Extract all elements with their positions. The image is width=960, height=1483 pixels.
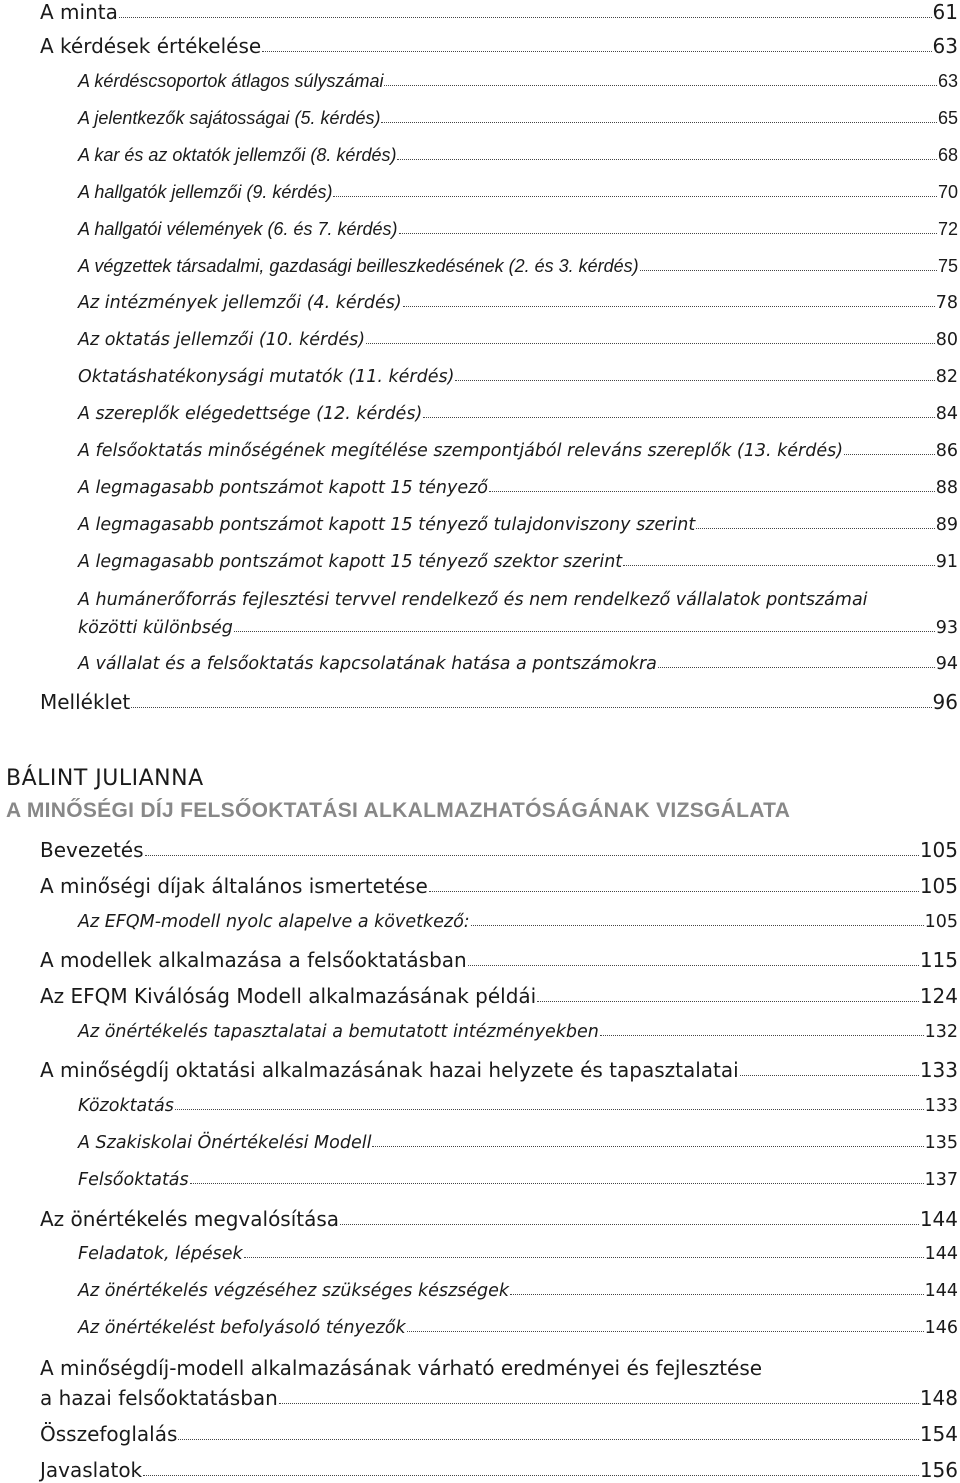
toc-entry-title: Az önértékelés tapasztalatai a bemutatott intézményekben bbox=[78, 1022, 599, 1042]
toc-entry-title: Az önértékelés végzéséhez szükséges készségek bbox=[78, 1281, 510, 1301]
toc-entry-page: 63 bbox=[937, 71, 958, 91]
toc-entry-page: 105 bbox=[919, 874, 958, 898]
dot-leader bbox=[471, 925, 924, 926]
dot-leader bbox=[234, 631, 935, 632]
dot-leader bbox=[381, 122, 936, 123]
toc-entry-page: 133 bbox=[924, 1096, 958, 1116]
toc-entry[interactable] bbox=[78, 256, 958, 277]
toc-entry-title: közötti különbség bbox=[78, 618, 233, 638]
toc-entry-title-line1: A minőségdíj-modell alkalmazásának várható eredményei és fejlesztése bbox=[40, 1356, 763, 1380]
toc-entry-page: 93 bbox=[935, 618, 958, 638]
dot-leader bbox=[244, 1257, 924, 1258]
toc-entry-page: 133 bbox=[919, 1058, 958, 1082]
toc-entry-title: Bevezetés bbox=[40, 838, 144, 862]
dot-leader bbox=[600, 1035, 924, 1036]
toc-entry-page: 91 bbox=[935, 552, 958, 572]
toc-entry[interactable] bbox=[78, 1318, 958, 1338]
toc-entry-title: a hazai felsőoktatásban bbox=[40, 1386, 278, 1410]
dot-leader bbox=[190, 1183, 924, 1184]
toc-entry-title: A legmagasabb pontszámot kapott 15 tényező bbox=[78, 478, 488, 498]
toc-entry[interactable] bbox=[78, 1096, 958, 1116]
dot-leader bbox=[366, 343, 935, 344]
dot-leader bbox=[372, 1146, 923, 1147]
toc-entry[interactable] bbox=[78, 367, 958, 387]
toc-entry[interactable] bbox=[78, 1281, 958, 1301]
toc-entry-title: A kar és az oktatók jellemzői (8. kérdés) bbox=[78, 145, 397, 165]
toc-entry-title: A minta bbox=[40, 0, 118, 24]
dot-leader bbox=[468, 965, 919, 966]
toc-entry[interactable] bbox=[78, 1170, 958, 1190]
toc-entry-page: 115 bbox=[919, 948, 958, 972]
dot-leader bbox=[119, 17, 932, 18]
dot-leader bbox=[423, 417, 934, 418]
toc-entry-title: A hallgatói vélemények (6. és 7. kérdés) bbox=[78, 219, 398, 239]
dot-leader bbox=[384, 85, 936, 86]
toc-entry[interactable] bbox=[78, 618, 958, 638]
dot-leader bbox=[145, 855, 919, 856]
toc-entry[interactable] bbox=[40, 948, 958, 972]
toc-entry-page: 144 bbox=[924, 1281, 958, 1301]
toc-entry[interactable] bbox=[78, 912, 958, 932]
toc-entry-title: A kérdések értékelése bbox=[40, 34, 262, 58]
toc-entry-title: A vállalat és a felsőoktatás kapcsolatának hatása a pontszámokra bbox=[78, 654, 657, 674]
toc-entry-page: 154 bbox=[919, 1422, 958, 1446]
dot-leader bbox=[403, 306, 935, 307]
toc-entry-title: A kérdéscsoportok átlagos súlyszámai bbox=[78, 71, 384, 91]
toc-entry-page: 124 bbox=[919, 984, 958, 1008]
dot-leader bbox=[175, 1109, 924, 1110]
toc-entry[interactable] bbox=[40, 1058, 958, 1082]
toc-entry-title: A hallgatók jellemzői (9. kérdés) bbox=[78, 182, 333, 202]
toc-entry-page: 88 bbox=[935, 478, 958, 498]
toc-entry-page: 65 bbox=[937, 108, 958, 128]
toc-entry[interactable] bbox=[78, 219, 958, 240]
toc-entry-title: A minőségi díjak általános ismertetése bbox=[40, 874, 428, 898]
dot-leader bbox=[696, 528, 935, 529]
toc-entry[interactable] bbox=[40, 1422, 958, 1446]
toc-entry[interactable] bbox=[40, 838, 958, 862]
toc-entry-title: Az EFQM-modell nyolc alapelve a következő: bbox=[78, 912, 470, 932]
toc-entry[interactable] bbox=[40, 1207, 958, 1231]
toc-entry-page: 156 bbox=[919, 1458, 958, 1482]
toc-entry-title: Az önértékelés megvalósítása bbox=[40, 1207, 340, 1231]
toc-entry-page: 94 bbox=[935, 654, 958, 674]
toc-entry[interactable] bbox=[78, 552, 958, 572]
toc-entry-title: A minőségdíj oktatási alkalmazásának hazai helyzete és tapasztalatai bbox=[40, 1058, 739, 1082]
toc-entry-page: 84 bbox=[935, 404, 958, 424]
toc-entry[interactable] bbox=[40, 1458, 958, 1482]
toc-entry[interactable] bbox=[78, 182, 958, 203]
toc-entry-page: 80 bbox=[935, 330, 958, 350]
toc-entry-page: 105 bbox=[924, 912, 958, 932]
dot-leader bbox=[279, 1403, 919, 1404]
toc-entry-page: 82 bbox=[935, 367, 958, 387]
toc-entry-title: A jelentkezők sajátosságai (5. kérdés) bbox=[78, 108, 381, 128]
toc-entry-page: 72 bbox=[937, 219, 958, 239]
toc-entry[interactable] bbox=[78, 1022, 958, 1042]
dot-leader bbox=[640, 270, 937, 271]
dot-leader bbox=[397, 159, 937, 160]
toc-entry[interactable] bbox=[40, 1386, 958, 1410]
toc-entry[interactable] bbox=[78, 515, 958, 535]
toc-entry-page: 96 bbox=[932, 690, 958, 714]
dot-leader bbox=[340, 1224, 919, 1225]
toc-entry-title: Közoktatás bbox=[78, 1096, 174, 1116]
toc-entry-title-line1: A humánerőforrás fejlesztési tervvel rendelkező és nem rendelkező vállalatok pontszámai bbox=[78, 590, 868, 610]
toc-entry-title: Oktatáshatékonysági mutatók (11. kérdés) bbox=[78, 367, 455, 387]
toc-entry-title: A Szakiskolai Önértékelési Modell bbox=[78, 1133, 372, 1153]
toc-entry-title: Feladatok, lépések bbox=[78, 1244, 243, 1264]
toc-entry-page: 68 bbox=[937, 145, 958, 165]
toc-entry-page: 137 bbox=[924, 1170, 958, 1190]
toc-entry-page: 63 bbox=[932, 34, 958, 58]
toc-entry-title: A modellek alkalmazása a felsőoktatásban bbox=[40, 948, 467, 972]
toc-entry-page: 89 bbox=[935, 515, 958, 535]
dot-leader bbox=[399, 233, 937, 234]
toc-entry-title: Melléklet bbox=[40, 690, 131, 714]
toc-entry-page: 146 bbox=[924, 1318, 958, 1338]
toc-entry[interactable] bbox=[40, 0, 958, 24]
toc-entry[interactable] bbox=[78, 404, 958, 424]
toc-entry[interactable] bbox=[40, 874, 958, 898]
dot-leader bbox=[131, 707, 931, 708]
toc-entry-title: Az oktatás jellemzői (10. kérdés) bbox=[78, 330, 366, 350]
toc-entry-page: 86 bbox=[935, 441, 958, 461]
chapter-title: A MINŐSÉGI DÍJ FELSŐOKTATÁSI ALKALMAZHATÓSÁGÁNAK VIZSGÁLATA bbox=[6, 799, 791, 822]
toc-entry-title: Az intézmények jellemzői (4. kérdés) bbox=[78, 293, 402, 313]
toc-entry-page: 132 bbox=[924, 1022, 958, 1042]
toc-entry[interactable] bbox=[78, 654, 958, 674]
toc-entry-title: A szereplők elégedettsége (12. kérdés) bbox=[78, 404, 423, 424]
toc-entry-page: 61 bbox=[932, 0, 958, 24]
toc-entry[interactable] bbox=[78, 108, 958, 129]
toc-entry-title: A végzettek társadalmi, gazdasági beilleszkedésének (2. és 3. kérdés) bbox=[78, 256, 639, 276]
toc-entry[interactable] bbox=[40, 984, 958, 1008]
author-name: BÁLINT JULIANNA bbox=[6, 766, 204, 791]
toc-entry[interactable] bbox=[78, 71, 958, 92]
toc-entry-page: 70 bbox=[937, 182, 958, 202]
toc-entry-page: 78 bbox=[935, 293, 958, 313]
toc-entry-page: 135 bbox=[924, 1133, 958, 1153]
dot-leader bbox=[407, 1331, 924, 1332]
toc-entry-title: A legmagasabb pontszámot kapott 15 tényező szektor szerint bbox=[78, 552, 623, 572]
dot-leader bbox=[844, 454, 935, 455]
dot-leader bbox=[658, 667, 935, 668]
toc-entry-page: 144 bbox=[919, 1207, 958, 1231]
dot-leader bbox=[455, 380, 934, 381]
toc-entry-title: A legmagasabb pontszámot kapott 15 tényező tulajdonviszony szerint bbox=[78, 515, 696, 535]
toc-entry-page: 105 bbox=[919, 838, 958, 862]
toc-entry-page: 148 bbox=[919, 1386, 958, 1410]
toc-entry[interactable] bbox=[78, 478, 958, 498]
toc-entry-title: A felsőoktatás minőségének megítélése szempontjából releváns szereplők (13. kérdés) bbox=[78, 441, 844, 461]
dot-leader bbox=[178, 1439, 918, 1440]
dot-leader bbox=[489, 491, 935, 492]
toc-entry[interactable] bbox=[78, 1244, 958, 1264]
toc-entry-title: Felsőoktatás bbox=[78, 1170, 189, 1190]
toc-entry[interactable] bbox=[78, 330, 958, 350]
toc-entry-title: Összefoglalás bbox=[40, 1422, 178, 1446]
toc-entry[interactable] bbox=[40, 34, 958, 58]
toc-entry-title: Az önértékelést befolyásoló tényezők bbox=[78, 1318, 406, 1338]
dot-leader bbox=[537, 1001, 919, 1002]
toc-entry[interactable] bbox=[78, 441, 958, 461]
toc-entry[interactable] bbox=[78, 145, 958, 166]
dot-leader bbox=[429, 891, 919, 892]
toc-entry[interactable] bbox=[78, 293, 958, 313]
toc-entry[interactable] bbox=[78, 1133, 958, 1153]
dot-leader bbox=[740, 1075, 919, 1076]
toc-entry[interactable] bbox=[40, 690, 958, 714]
dot-leader bbox=[262, 51, 931, 52]
toc-entry-title: Javaslatok bbox=[40, 1458, 143, 1482]
toc-entry-title: Az EFQM Kiválóság Modell alkalmazásának példái bbox=[40, 984, 537, 1008]
dot-leader bbox=[510, 1294, 924, 1295]
dot-leader bbox=[143, 1475, 919, 1476]
toc-entry-page: 144 bbox=[924, 1244, 958, 1264]
dot-leader bbox=[333, 196, 937, 197]
dot-leader bbox=[623, 565, 935, 566]
toc-entry-page: 75 bbox=[937, 256, 958, 276]
